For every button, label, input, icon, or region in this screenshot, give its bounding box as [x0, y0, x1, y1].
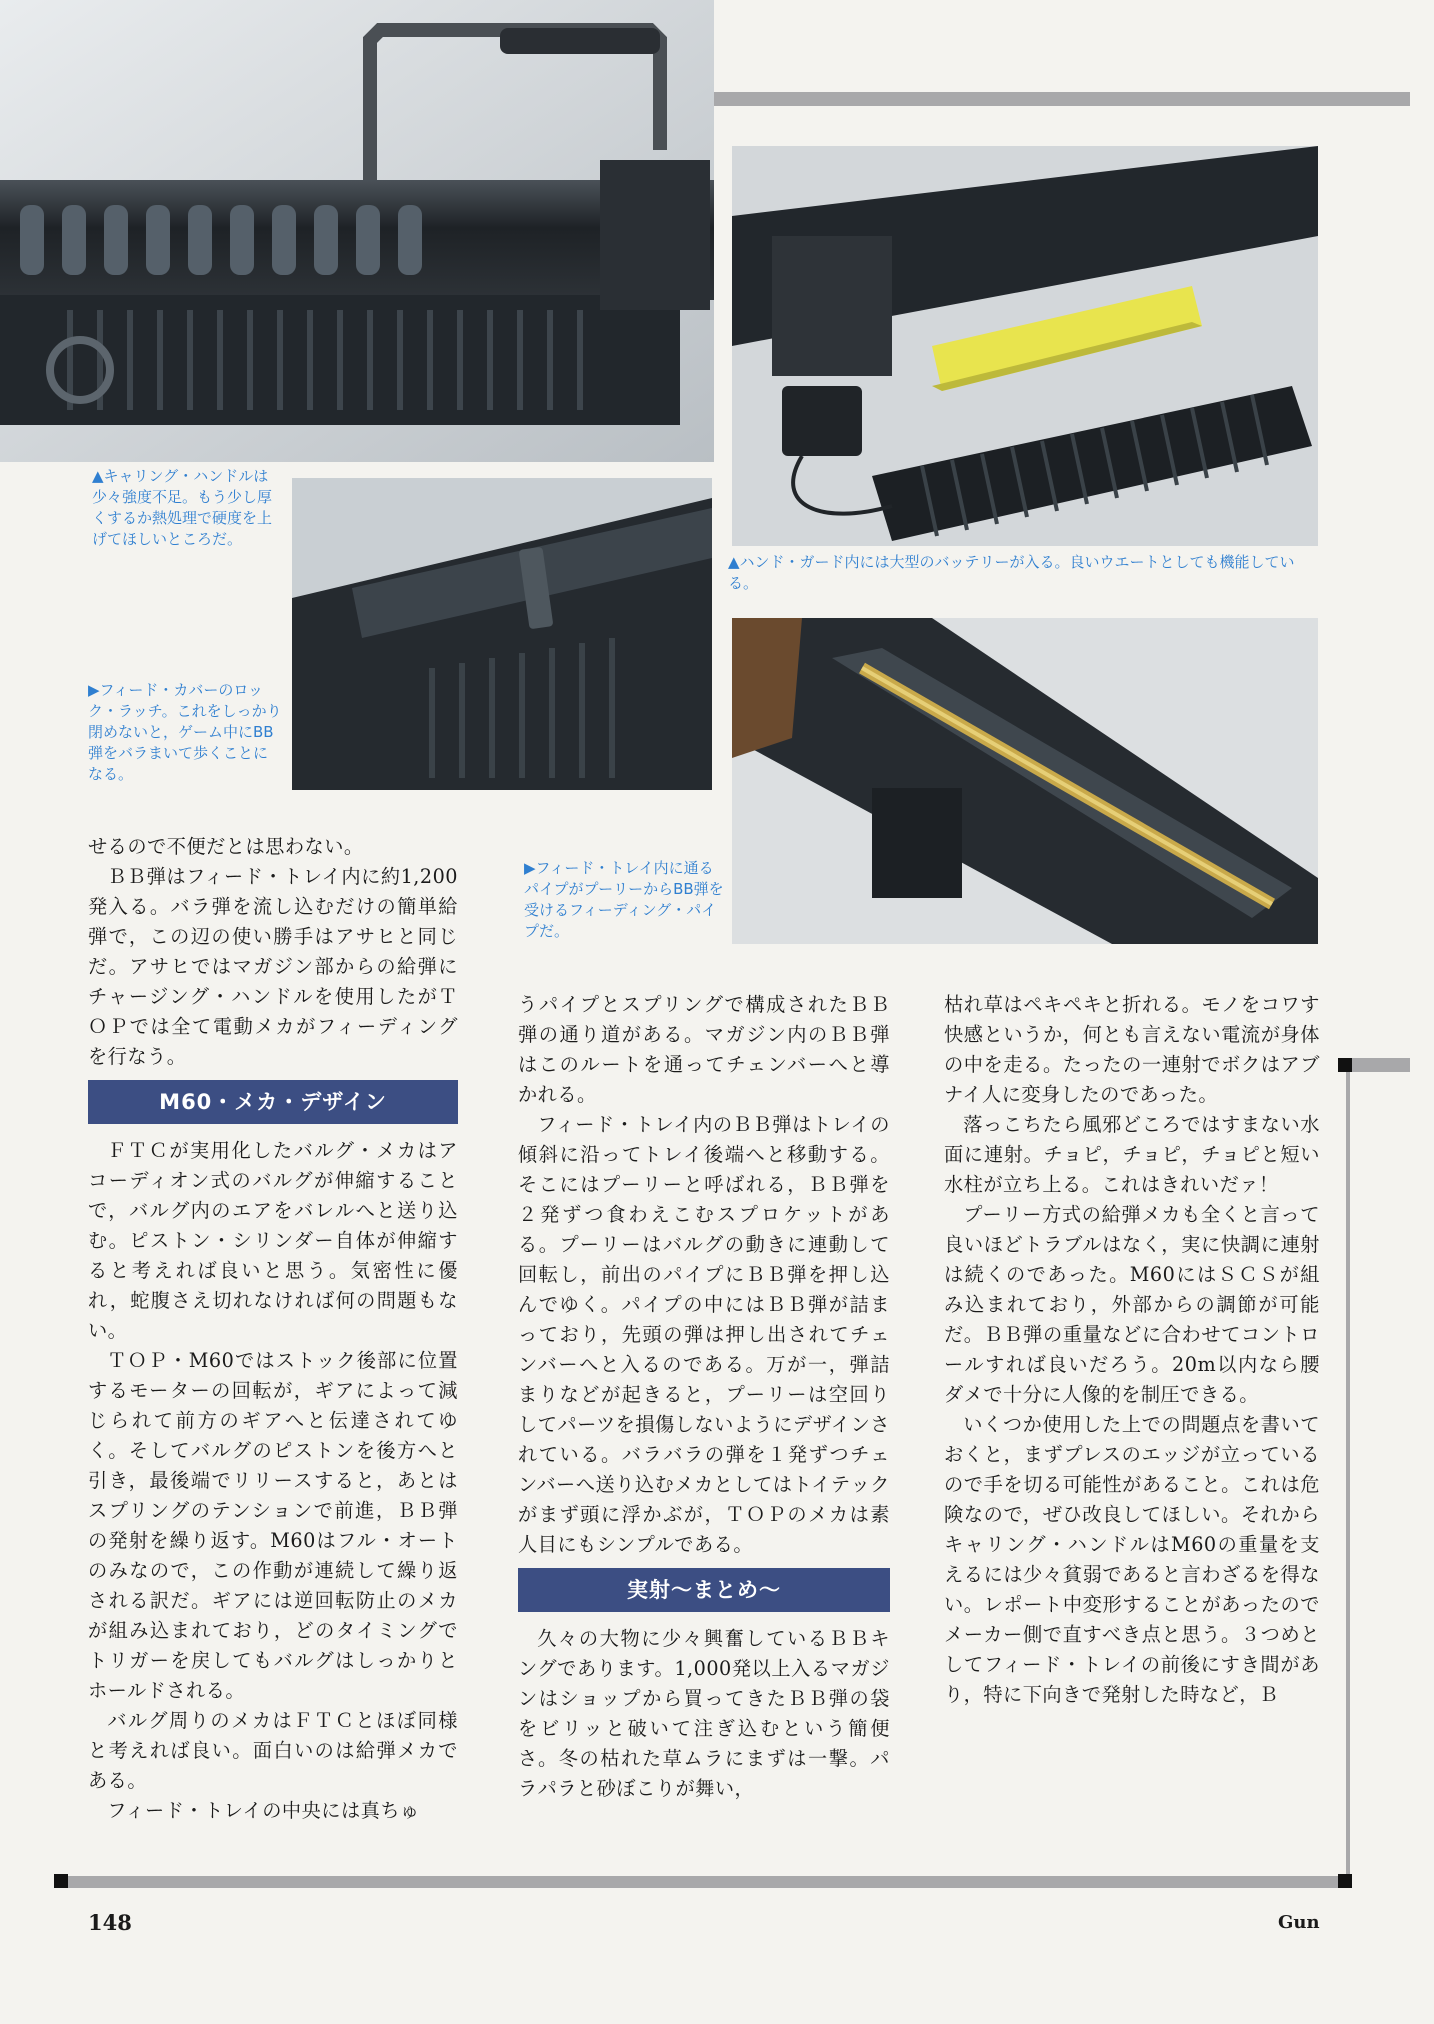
- photo-feed-cover-latch: [292, 478, 712, 790]
- paragraph: バルグ周りのメカはＦＴＣとほぼ同様と考えれば良い。面白いのは給弾メカである。: [88, 1709, 458, 1792]
- caption-hand-guard: ▲ハンド・ガード内には大型のバッテリーが入る。良いウエートとしても機能している。: [728, 553, 1295, 592]
- photo-hand-guard-battery: [732, 146, 1318, 546]
- paragraph: フィード・トレイ内のＢＢ弾はトレイの傾斜に沿ってトレイ後端へと移動する。そこにはプーリーと呼ばれる，ＢＢ弾を２発ずつ食わえこむスプロケットがある。プーリーはバルグの動きに連動して回転し，前出のパイプにＢＢ弾を押し込んでゆく。パイプの中にはＢＢ弾が詰まっており，先頭の弾は押し出されてチェンバーへと入るのである。万が一，弾詰まりなどが起きると，プーリーは空回りしてパーツを損傷しないようにデザインされている。バラバラの弾を１発ずつチェンバーへ送り込むメカとしてはトイテックがまず頭に浮かぶが，ＴＯＰのメカは素人目にもシンプルである。: [518, 1113, 890, 1556]
- paragraph: ＴＯＰ・M60ではストック後部に位置するモーターの回転が，ギアによって減じられて前方のギアへと伝達されてゆく。そしてバルグのピストンを後方へと引き，最後端でリリースすると，あとはスプリングのテンションで前進，ＢＢ弾の発射を繰り返す。M60はフル・オートのみなので，この作動が連続して繰り返される訳だ。ギアには逆回転防止のメカが組み込まれており，どのタイミングでトリガーを戻してもバルグはしっかりとホールドされる。: [88, 1349, 458, 1702]
- section-heading-shooting: 実射〜まとめ〜: [518, 1568, 890, 1612]
- text-column-3: [944, 990, 1320, 1710]
- caption-feed-tray: ▶フィード・トレイ内に通るパイプがプーリーからBB弾を受けるフィーディング・パイプだ。: [524, 859, 724, 940]
- corner-mark-right: [1338, 1058, 1352, 1072]
- page-number: 148: [88, 1910, 132, 1935]
- photo-carrying-handle: [0, 0, 714, 462]
- photo-feed-tray-pipe: [732, 618, 1318, 944]
- paragraph: 枯れ草はペキペキと折れる。モノをコワす快感というか，何とも言えない電流が身体の中を走る。たったの一連射でボクはアブナイ人に変身したのであった。: [944, 993, 1320, 1106]
- bottom-gray-rule: [62, 1876, 1350, 1888]
- paragraph: せるので不便だとは思わない。: [88, 835, 364, 858]
- paragraph: いくつか使用した上での問題点を書いておくと，まずプレスのエッジが立っているので手を切る可能性があること。これは危険なので，ぜひ改良してほしい。それからキャリング・ハンドルはM60の重量を支えるには少々貧弱であると言わざるを得ない。レポート中変形することがあったのでメーカー側で直すべき点と思う。３つめとしてフィード・トレイの前後にすき間があり，特に下向きで発射した時など，Ｂ: [944, 1413, 1320, 1706]
- paragraph: ＢＢ弾はフィード・トレイ内に約1,200発入る。バラ弾を流し込むだけの簡単給弾で，この辺の使い勝手はアサヒと同じだ。アサヒではマガジン部からの給弾にチャージング・ハンドルを使用したがＴＯＰでは全て電動メカがフィーディングを行なう。: [88, 865, 458, 1068]
- right-vertical-rule: [1346, 1058, 1350, 1888]
- corner-mark-bottom-right: [1338, 1874, 1352, 1888]
- section-heading-mechanism: M60・メカ・デザイン: [88, 1080, 458, 1124]
- caption-carrying-handle: ▲キャリング・ハンドルは少々強度不足。もう少し厚くするか熱処理で硬度を上げてほしいところだ。: [92, 467, 273, 548]
- text-column-1: [88, 832, 458, 1826]
- caption-feed-cover: ▶フィード・カバーのロック・ラッチ。これをしっかり閉めないと，ゲーム中にBB弾をバラまいて歩くことになる。: [88, 681, 282, 783]
- corner-mark-bottom-left: [54, 1874, 68, 1888]
- text-column-2: [518, 990, 890, 1804]
- top-gray-rule: [714, 92, 1410, 106]
- paragraph: プーリー方式の給弾メカも全くと言って良いほどトラブルはなく，実に快調に連射は続くのであった。M60にはＳＣＳが組み込まれており，外部からの調節が可能だ。ＢＢ弾の重量などに合わせてコントロールすれば良いだろう。20m以内なら腰ダメで十分に人像的を制圧できる。: [944, 1203, 1320, 1406]
- paragraph: うパイプとスプリングで構成されたＢＢ弾の通り道がある。マガジン内のＢＢ弾はこのルートを通ってチェンバーへと導かれる。: [518, 993, 890, 1106]
- paragraph: 久々の大物に少々興奮しているＢＢキングであります。1,000発以上入るマガジンはショップから買ってきたＢＢ弾の袋をビリッと破いて注ぎ込むという簡便さ。冬の枯れた草ムラにまずは一撃。パラパラと砂ぼこりが舞い，: [518, 1627, 890, 1800]
- paragraph: 落っこちたら風邪どころではすまない水面に連射。チョピ，チョピ，チョピと短い水柱が立ち上る。これはきれいだァ！: [944, 1113, 1320, 1196]
- paragraph: ＦＴＣが実用化したバルグ・メカはアコーディオン式のバルグが伸縮することで，バルグ内のエアをバレルへと送り込む。ピストン・シリンダー自体が伸縮すると考えれば良いと思う。気密性に優れ，蛇腹さえ切れなければ何の問題もない。: [88, 1139, 458, 1342]
- paragraph: フィード・トレイの中央には真ちゅ: [107, 1799, 420, 1822]
- right-gray-rule: [1346, 1058, 1410, 1072]
- magazine-name: Gun: [1278, 1912, 1320, 1933]
